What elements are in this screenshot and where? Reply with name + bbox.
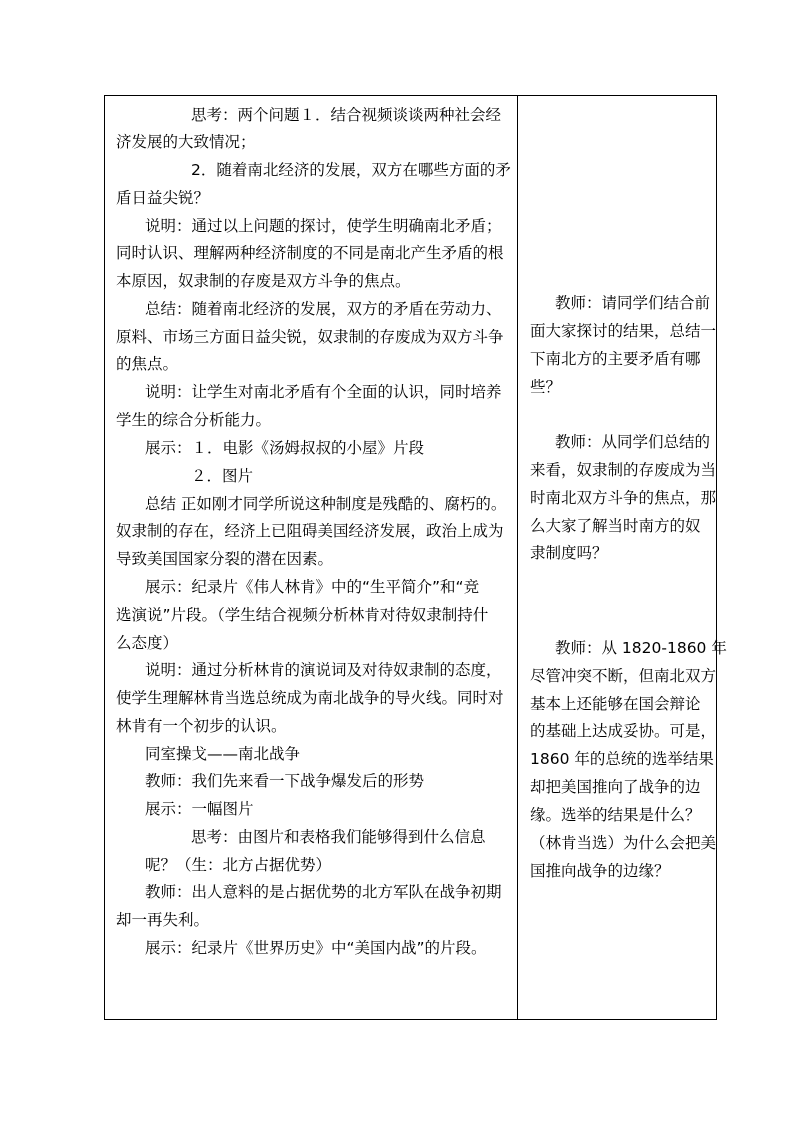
content-line: 么态度）	[116, 634, 179, 652]
content-line: 却一再失利。	[116, 911, 210, 929]
lesson-table	[104, 95, 727, 1020]
content-line: 同室操戈——南北战争	[145, 745, 301, 763]
content-line: 盾日益尖锐？	[116, 189, 210, 207]
content-line: 教师：我们先来看一下战争爆发后的形势	[145, 772, 425, 790]
note-line: 1860 年的总统的选举结果	[530, 750, 714, 768]
content-line: 的焦点。	[116, 355, 179, 373]
note-line: 些？	[530, 378, 562, 396]
note-line: 的基础上达成妥协。可是，	[530, 722, 717, 740]
content-line: 总结 正如刚才同学所说这种制度是残酷的、腐朽的。	[145, 495, 507, 513]
note-line: 教师：从 1820-1860 年	[555, 639, 727, 657]
content-line: 选演说”片段。（学生结合视频分析林肯对待奴隶制持什	[116, 606, 489, 624]
content-line: 同时认识、理解两种经济制度的不同是南北产生矛盾的根	[116, 244, 504, 262]
content-line: 济发展的大致情况；	[116, 133, 256, 151]
content-line: 教师：出人意料的是占据优势的北方军队在战争初期	[145, 883, 502, 901]
note-line: 尽管冲突不断，但南北双方	[530, 667, 717, 685]
content-line: 思考：两个问题１．结合视频谈谈两种社会经	[191, 106, 502, 124]
content-line: 展示：纪录片《世界历史》中“美国内战”的片段。	[145, 939, 487, 957]
note-line: 时南北双方斗争的焦点，那	[530, 489, 717, 507]
note-line: 隶制度吗？	[530, 544, 608, 562]
note-line: 下南北方的主要矛盾有哪	[530, 350, 701, 368]
note-line: 教师：请同学们结合前	[555, 294, 711, 312]
note-line: 教师：从同学们总结的	[555, 433, 711, 451]
note-line: 面大家探讨的结果，总结一	[530, 322, 717, 340]
content-line: 说明：让学生对南北矛盾有个全面的认识，同时培养	[145, 383, 502, 401]
content-line: 原料、市场三方面日益尖锐，奴隶制的存废成为双方斗争	[116, 328, 504, 346]
content-line: ２．图片	[191, 467, 254, 485]
content-line: 展示：纪录片《伟人林肯》中的“生平简介”和“竞	[145, 578, 480, 596]
content-line: 奴隶制的存在，经济上已阻碍美国经济发展，政治上成为	[116, 522, 504, 540]
content-line: 呢？（生：北方占据优势）	[145, 856, 332, 874]
content-line: 2．随着南北经济的发展，双方在哪些方面的矛	[191, 161, 511, 179]
note-line: 却把美国推向了战争的边	[530, 778, 701, 796]
note-line: （林肯当选）为什么会把美	[530, 834, 717, 852]
note-line: 么大家了解当时南方的奴	[530, 517, 701, 535]
content-line: 展示：１．电影《汤姆叔叔的小屋》片段	[145, 439, 425, 457]
content-line: 总结：随着南北经济的发展，双方的矛盾在劳动力、	[145, 300, 502, 318]
content-line: 展示：一幅图片	[145, 800, 254, 818]
column-divider	[517, 96, 518, 1019]
note-line: 国推向战争的边缘？	[530, 862, 670, 880]
content-line: 使学生理解林肯当选总统成为南北战争的导火线。同时对	[116, 689, 504, 707]
content-line: 学生的综合分析能力。	[116, 411, 272, 429]
content-line: 说明：通过分析林肯的演说词及对待奴隶制的态度，	[145, 661, 502, 679]
content-line: 本原因，奴隶制的存废是双方斗争的焦点。	[116, 272, 411, 290]
content-line: 说明：通过以上问题的探讨，使学生明确南北矛盾；	[145, 217, 502, 235]
content-line: 林肯有一个初步的认识。	[116, 717, 287, 735]
note-line: 基本上还能够在国会辩论	[530, 695, 701, 713]
content-line: 导致美国国家分裂的潜在因素。	[116, 550, 334, 568]
note-line: 缘。选举的结果是什么？	[530, 806, 701, 824]
note-line: 来看，奴隶制的存废成为当	[530, 461, 717, 479]
content-line: 思考：由图片和表格我们能够得到什么信息	[191, 828, 486, 846]
